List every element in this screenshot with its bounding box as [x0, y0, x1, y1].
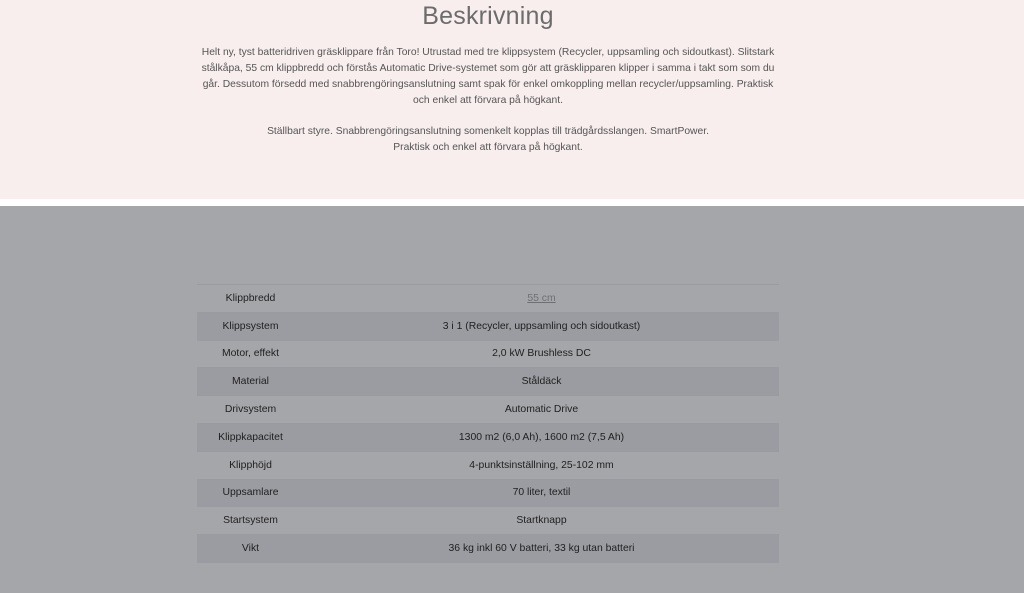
spec-label: Drivsystem	[224, 404, 277, 416]
spec-value: Ståldäck	[521, 376, 562, 388]
table-row	[197, 312, 779, 340]
table-row	[197, 285, 779, 313]
table-row	[197, 507, 779, 535]
spec-value: Startknapp	[516, 515, 567, 527]
specifications-section	[0, 206, 1024, 593]
cutting-width-link[interactable]: 55 cm	[527, 292, 556, 304]
spec-label: Klippsystem	[222, 320, 279, 332]
section-divider	[0, 199, 1024, 206]
spec-value: 70 liter, textil	[512, 487, 571, 499]
spec-value: 4-punktsinställning, 25-102 mm	[469, 459, 614, 471]
table-row	[197, 396, 779, 424]
description-title: Beskrivning	[422, 2, 554, 30]
description-line: Praktisk och enkel att förvara på högkant.	[393, 142, 583, 153]
specifications-table	[197, 284, 779, 563]
spec-label: Uppsamlare	[222, 487, 279, 499]
table-row	[197, 535, 779, 563]
spec-value: 36 kg inkl 60 V batteri, 33 kg utan batteri	[448, 543, 635, 555]
spec-value: 2,0 kW Brushless DC	[492, 348, 591, 360]
table-row	[197, 479, 779, 507]
table-row	[197, 423, 779, 451]
spec-label: Motor, effekt	[222, 348, 279, 360]
table-row	[197, 368, 779, 396]
spec-value: 3 i 1 (Recycler, uppsamling och sidoutkast)	[442, 320, 641, 332]
spec-label: Material	[232, 376, 269, 388]
spec-label: Klippbredd	[225, 292, 276, 304]
spec-label: Startsystem	[223, 515, 278, 527]
description-line: Ställbart styre. Snabbrengöringsanslutning somenkelt kopplas till trädgårdsslangen. SmartPower.	[267, 126, 709, 137]
table-row	[197, 340, 779, 368]
spec-label: Vikt	[241, 543, 260, 555]
description-paragraph-secondary	[193, 124, 783, 156]
spec-label: Klippkapacitet	[218, 431, 283, 443]
description-section	[0, 0, 1024, 199]
table-row	[197, 451, 779, 479]
spec-value: Automatic Drive	[504, 404, 579, 416]
spec-value	[304, 285, 779, 313]
description-paragraph: Helt ny, tyst batteridriven gräsklippare från Toro! Utrustad med tre klippsystem (Recycler, uppsamling och sidoutkast). Slitstark stålkåpa, 55 cm klippbredd och förstås Automatic Drive-systemet som gör att gräsklipparen klipper i samma i takt som som du går. Dessutom försedd med snabbrengöringsanslutning samt spak för enkel omkoppling mellan recycler/uppsamling. Praktisk och enkel att förvara på högkant.	[201, 47, 775, 106]
spec-value: 1300 m2 (6,0 Ah), 1600 m2 (7,5 Ah)	[458, 431, 625, 443]
spec-label: Klipphöjd	[229, 459, 272, 471]
